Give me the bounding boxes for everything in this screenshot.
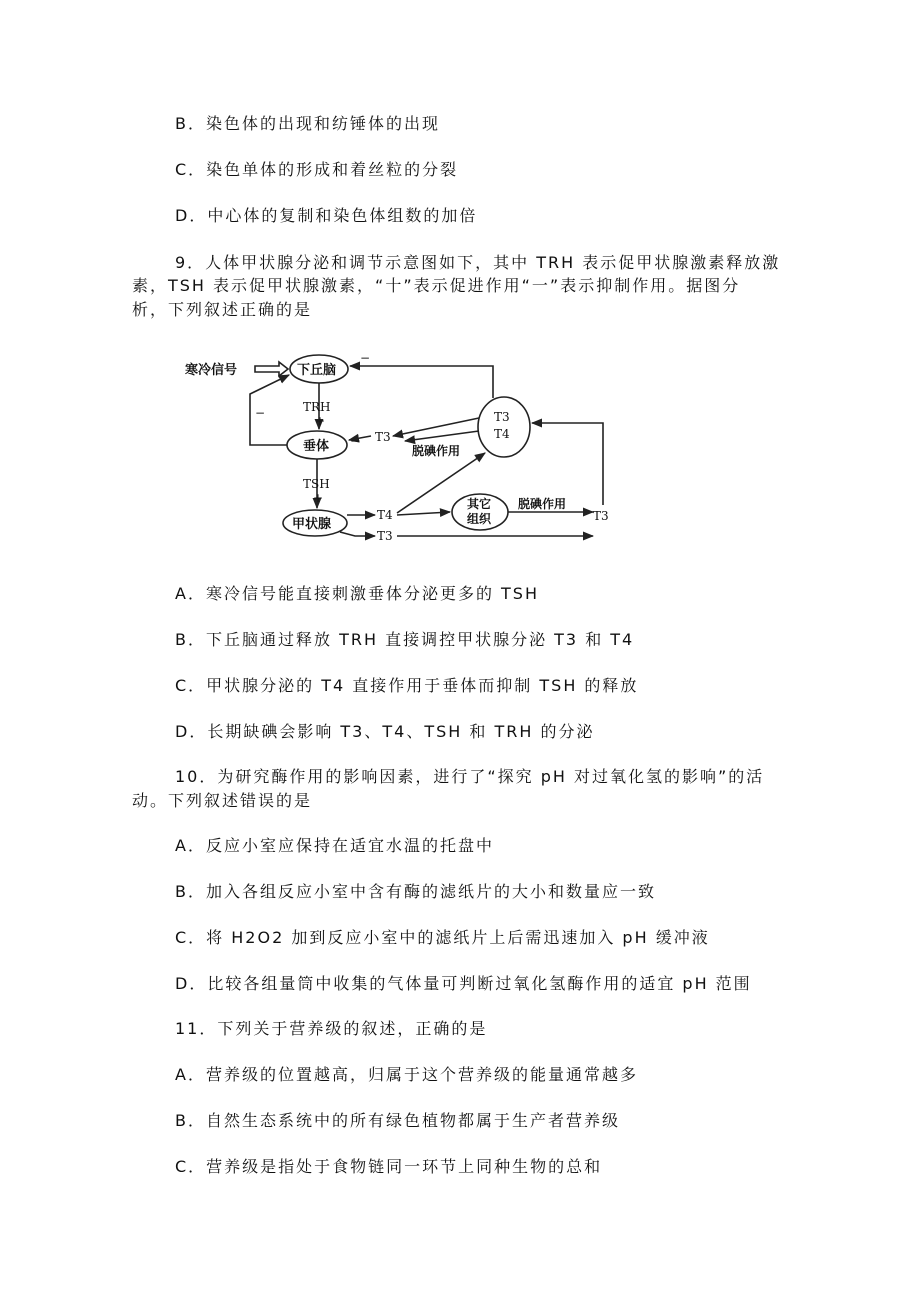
option-b-q8: B．染色体的出现和纺锤体的出现 [175,114,440,133]
option-d-q10: D．比较各组量筒中收集的气体量可判断过氧化氢酶作用的适宜 pH 范围 [175,974,752,993]
option-b-q10: B．加入各组反应小室中含有酶的滤纸片的大小和数量应一致 [175,882,656,901]
other-tissue-label-1: 其它 [467,497,492,511]
tsh-label: TSH [303,477,330,491]
trh-plus: + [315,414,326,428]
t4-to-tissue-arrow [397,512,450,515]
left-minus: − [255,406,266,420]
right-t3: T3 [593,509,609,523]
trh-label: TRH [303,400,331,414]
option-c-q11: C．营养级是指处于食物链同一环节上同种生物的总和 [175,1157,603,1176]
option-a-q11: A．营养级的位置越高，归属于这个营养级的能量通常越多 [175,1065,638,1084]
option-c-q10: C．将 H2O2 加到反应小室中的滤纸片上后需迅速加入 pH 缓冲液 [175,928,710,947]
question-10-stem-1: 10．为研究酶作用的影响因素，进行了“探究 pH 对过氧化氢的影响”的活 [175,767,765,786]
option-b-q11: B．自然生态系统中的所有绿色植物都属于生产者营养级 [175,1111,620,1130]
tsh-plus: + [313,491,324,505]
cold-signal-arrow [255,362,288,376]
thyroid-t4: T4 [377,508,393,522]
question-9-stem-3: 析，下列叙述正确的是 [132,300,313,319]
cold-signal-label: 寒冷信号 [185,363,238,378]
thyroid-regulation-diagram [175,345,625,550]
option-a-q10: A．反应小室应保持在适宜水温的托盘中 [175,836,494,855]
option-c-q8: C．染色单体的形成和着丝粒的分裂 [175,160,459,179]
thyroid-t3: T3 [377,529,393,543]
question-10-stem-2: 动。下列叙述错误的是 [132,791,313,810]
thyroid-label: 甲状腺 [292,517,332,532]
t3-near-pituitary: T3 [375,430,391,444]
thyroid-to-t3-arrow [340,532,375,536]
option-b-q9: B．下丘脑通过释放 TRH 直接调控甲状腺分泌 T3 和 T4 [175,630,635,649]
question-11-stem: 11．下列关于营养级的叙述，正确的是 [175,1019,488,1038]
circle-t4: T4 [494,427,510,441]
other-tissue-label-2: 组织 [467,512,492,526]
top-feedback-arrow [350,366,493,398]
right-t3-to-circle-arrow [532,423,603,505]
top-minus: − [360,351,371,365]
pituitary-label: 垂体 [303,439,330,454]
option-d-q9: D．长期缺碘会影响 T3、T4、TSH 和 TRH 的分泌 [175,722,595,741]
pituitary-minus: − [350,434,361,448]
question-9-stem-1: 9．人体甲状腺分泌和调节示意图如下，其中 TRH 表示促甲状腺激素释放激 [175,253,781,272]
hypothalamus-label: 下丘脑 [297,363,337,378]
option-a-q9: A．寒冷信号能直接刺激垂体分泌更多的 TSH [175,584,539,603]
circle-t3: T3 [494,410,510,424]
option-d-q8: D．中心体的复制和染色体组数的加倍 [175,206,478,225]
deiodination-arrow [405,431,479,441]
option-c-q9: C．甲状腺分泌的 T4 直接作用于垂体而抑制 TSH 的释放 [175,676,639,695]
deiodination-label-1: 脱碘作用 [412,444,461,458]
question-9-stem-2: 素，TSH 表示促甲状腺激素，“十”表示促进作用“一”表示抑制作用。据图分 [132,276,741,295]
deiodination-label-2: 脱碘作用 [518,497,567,511]
